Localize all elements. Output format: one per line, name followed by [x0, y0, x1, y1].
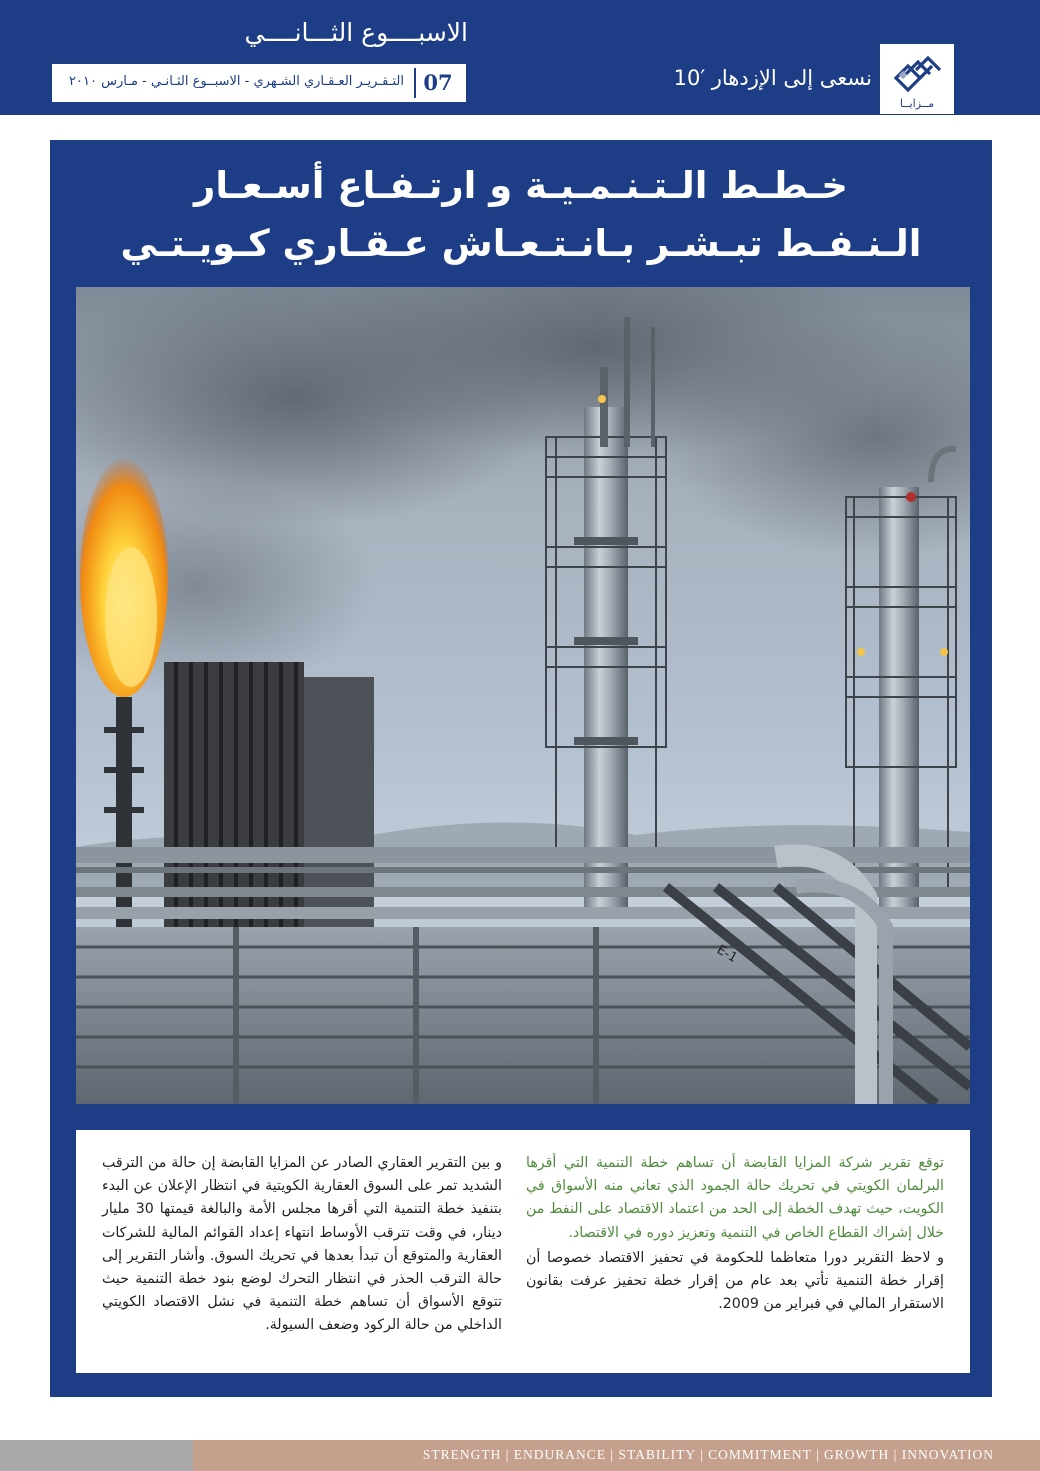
slogan: نسعى إلى الإزدهار ′10 [673, 66, 872, 90]
headline-line-1: خـطـط الـتـنـمـيـة و ارتـفـاع أسـعـار [194, 164, 848, 207]
article-column-left: و بين التقرير العقاري الصادر عن المزايا القابضة إن حالة من الترقب الشديد تمر على السوق العقارية الكويتية في انتظار الإعلان عن البدء بتنفيذ خطة التنمية التي أقرها مجلس الأمة والبالغة قيمتها 30 مليار دينار، في وقت تترقب الأوساط انتهاء إعداد القوائم المالية للشركات العقارية والمتوقع أن تبدأ بعدها في تحريك السوق. وأشار التقرير إلى حالة الترقب الحذر في انتظار التحرك لوضع بنود خطة التنمية حيث تتوقع الأسواق أن تساهم خطة التنمية في نشل الاقتصاد الكويتي الداخلي من حالة الركود وضعف السيولة. [102, 1155, 502, 1334]
second-paragraph: و لاحظ التقرير دورا متعاظما للحكومة في تحفيز الاقتصاد خصوصا أن إقرار خطة التنمية تأتي بعد عام من إقرار خطة تحفيز عرفت بقانون الاستقرار المالي في فبراير من 2009. [526, 1249, 944, 1313]
company-logo [880, 44, 954, 114]
article-column-right [526, 1152, 944, 1316]
report-strip [50, 62, 468, 104]
headline-line-2: الـنـفـط تبـشـر بـانـتـعـاش عـقـاري كـويـتـي [120, 222, 922, 265]
intro-paragraph: توقع تقرير شركة المزايا القابضة أن تساهم خطة التنمية التي أقرها البرلمان الكويتي في تحريك حالة الجمود الذي تعاني منه الأسواق في الكويت، حيث تهدف الخطة إلى الحد من اعتماد الاقتصاد على النفط من خلال إشراك القطاع الخاص في التنمية وتعزيز دوره في الاقتصاد. [526, 1155, 944, 1241]
column-label: E-1 [714, 942, 740, 967]
logo-text: مــزايــا [899, 97, 935, 110]
week-title: الاسبــــوع الثـــانــــي [244, 18, 468, 47]
report-line: التـقـريـر العـقـاري الشـهري - الاسبــوع الثـانـي - مـارس ٢٠١٠ [69, 74, 404, 89]
issue-number: 07 [414, 68, 460, 98]
footer-values-bar [193, 1440, 1040, 1471]
footer-values: STRENGTH | ENDURANCE | STABILITY | COMMITMENT | GROWTH | INNOVATION [422, 1447, 994, 1462]
refinery-illustration [76, 287, 970, 1104]
refinery-photo [76, 287, 970, 1104]
logo-mark-icon [890, 52, 944, 96]
page-header [0, 0, 1040, 115]
article-text-box [76, 1130, 970, 1373]
